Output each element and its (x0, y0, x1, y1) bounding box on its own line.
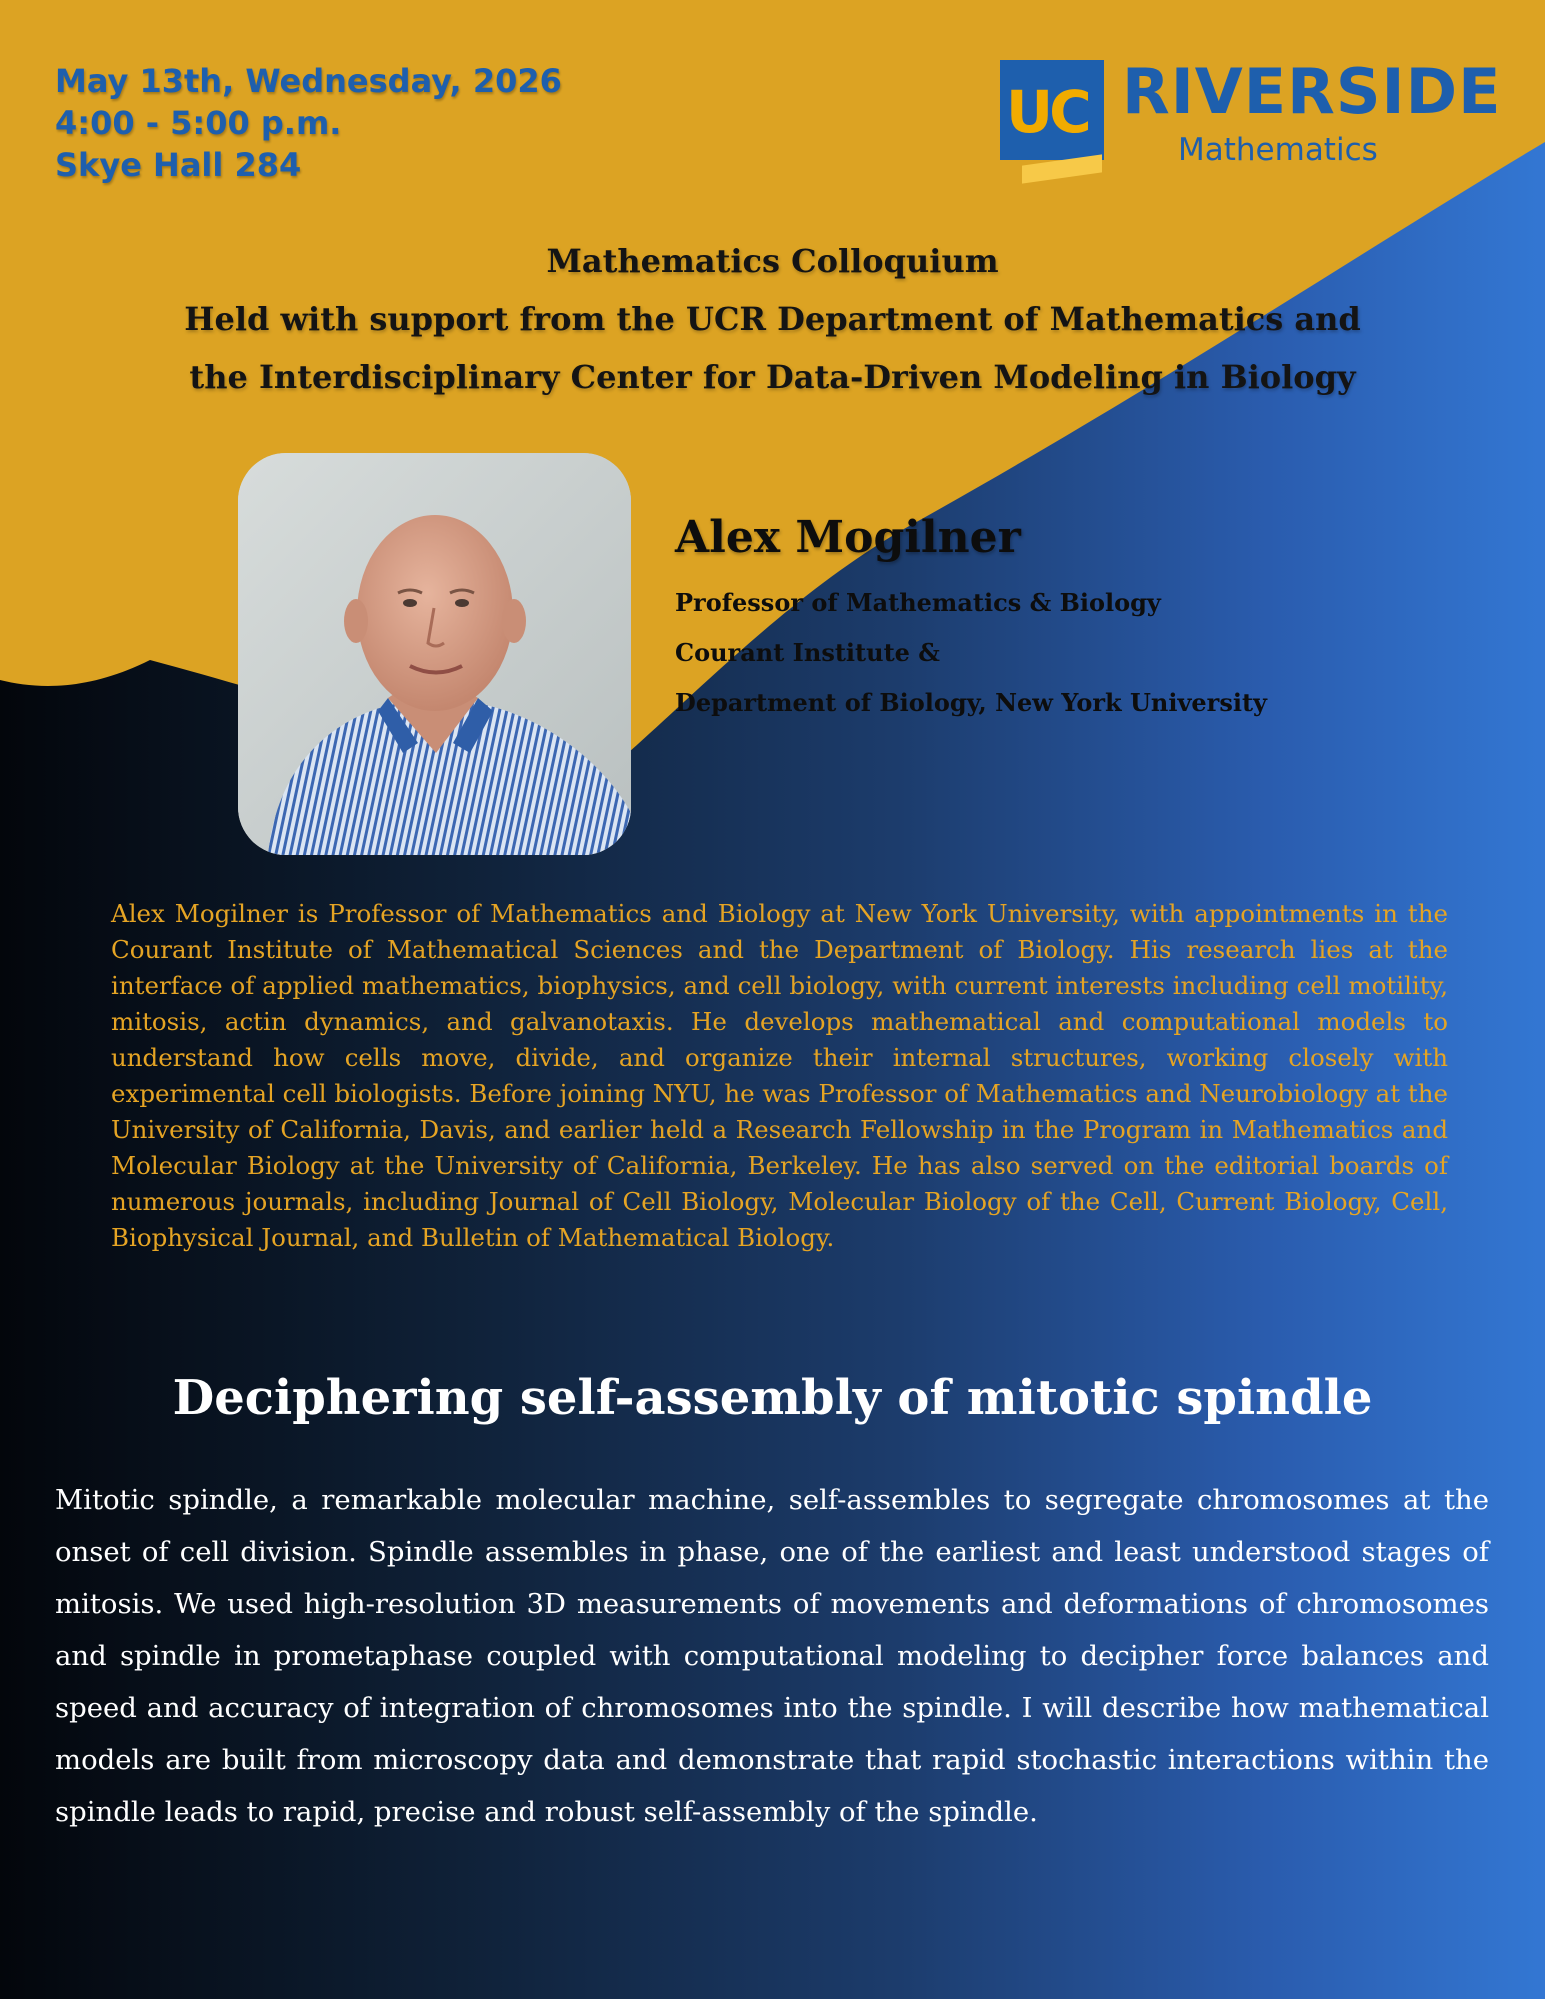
colloquium-heading (130, 232, 1415, 406)
speaker-institute: Courant Institute & (675, 638, 940, 667)
talk-title: Deciphering self-assembly of mitotic spindle (172, 1370, 1373, 1426)
colloquium-support-line-2: the Interdisciplinary Center for Data-Driven Modeling in Biology (189, 358, 1356, 396)
uc-logo-mark: UC (1000, 60, 1104, 160)
speaker-department: Department of Biology, New York University (675, 688, 1267, 717)
event-location: Skye Hall 284 (55, 146, 302, 184)
talk-abstract: Mitotic spindle, a remarkable molecular machine, self-assembles to segregate chromosomes at the onset of cell division. Spindle assembles in phase, one of the earliest and least understood stages of mitosis. We used high-resolution 3D measurements of movements and deformations of chromosomes and spindle in prometaphase coupled with computational modeling to decipher force balances and speed and accuracy of integration of chromosomes into the spindle. I will describe how mathematical models are built from microscopy data and demonstrate that rapid stochastic interactions within the spindle leads to rapid, precise and robust self-assembly of the spindle. (55, 1484, 1489, 1828)
speaker-bio: Alex Mogilner is Professor of Mathematics and Biology at New York University, with appointments in the Courant Institute of Mathematical Sciences and the Department of Biology. His research lies at the interface of applied mathematics, biophysics, and cell biology, with current interests including cell motility, mitosis, actin dynamics, and galvanotaxis. He develops mathematical and computational models to understand how cells move, divide, and organize their internal structures, working closely with experimental cell biologists. Before joining NYU, he was Professor of Mathematics and Neurobiology at the University of California, Davis, and earlier held a Research Fellowship in the Program in Mathematics and Molecular Biology at the University of California, Berkeley. He has also served on the editorial boards of numerous journals, including Journal of Cell Biology, Molecular Biology of the Cell, Current Biology, Cell, Biophysical Journal, and Bulletin of Mathematical Biology. (111, 899, 1448, 1252)
event-date: May 13th, Wednesday, 2026 (55, 62, 562, 100)
speaker-portrait-image (238, 453, 631, 855)
department-name: Mathematics (1178, 132, 1378, 168)
speaker-name: Alex Mogilner (675, 512, 1021, 563)
speaker-position: Professor of Mathematics & Biology (675, 588, 1161, 617)
event-time: 4:00 - 5:00 p.m. (55, 104, 342, 142)
colloquium-title: Mathematics Colloquium (546, 242, 999, 280)
colloquium-support-line-1: Held with support from the UCR Department of Mathematics and (184, 300, 1361, 338)
speaker-affiliation (675, 578, 1267, 728)
riverside-wordmark: RIVERSIDE (1122, 55, 1502, 128)
event-info (55, 60, 562, 186)
speaker-photo (238, 453, 631, 855)
ucr-logo (1000, 52, 1502, 168)
